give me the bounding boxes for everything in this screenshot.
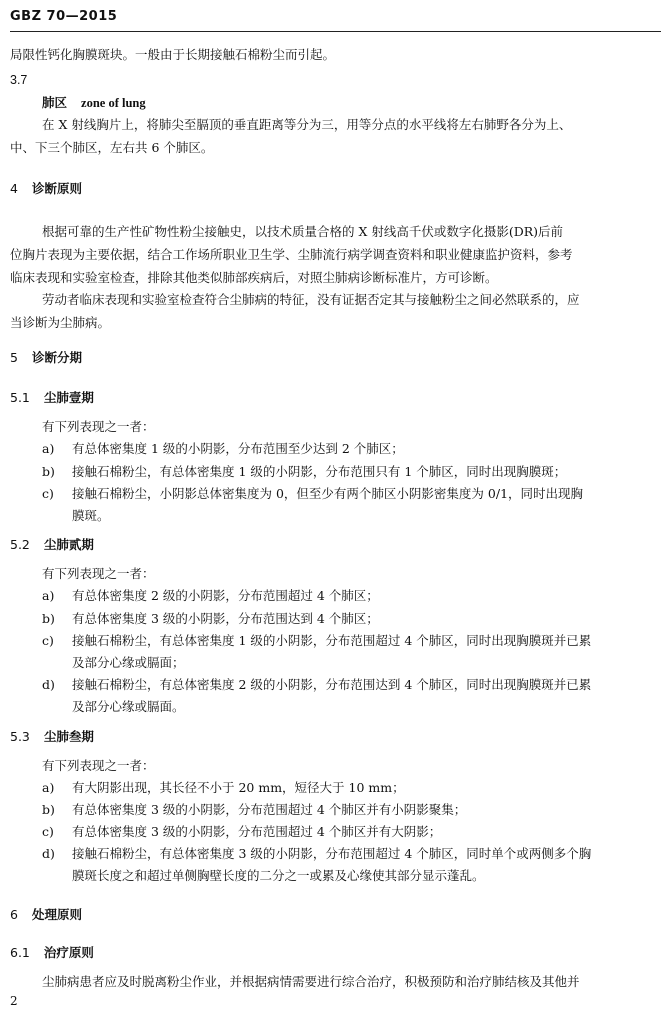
- subsection-number: 5.1: [10, 390, 30, 405]
- section-title: 诊断分期: [31, 350, 82, 365]
- list-item: 有总体密集度 3 级的小阴影，分布范围达到 4 个肺区；: [72, 611, 379, 626]
- section-heading-4: [10, 181, 82, 197]
- term-zone-of-lung: [42, 95, 146, 111]
- section-number: 4: [10, 181, 18, 196]
- subsection-number: 5.2: [10, 537, 30, 552]
- list-lead: 有下列表现之一者：: [42, 566, 155, 581]
- clause-3-7-line: 中、下三个肺区，左右共 6 个肺区。: [10, 140, 214, 155]
- list-item: 接触石棉粉尘，有总体密集度 2 级的小阴影，分布范围达到 4 个肺区，同时出现胸膜斑并已累: [72, 677, 592, 692]
- list-label: c): [42, 633, 54, 648]
- intro-line: 局限性钙化胸膜斑块。一般由于长期接触石棉粉尘而引起。: [10, 47, 336, 62]
- list-label: b): [42, 802, 55, 817]
- subsection-number: 6.1: [10, 945, 30, 960]
- standard-code: GBZ 70—2015: [10, 9, 118, 24]
- list-label: c): [42, 824, 54, 839]
- section-number: 5: [10, 350, 18, 365]
- subsection-title: 尘肺壹期: [43, 390, 94, 405]
- list-item: 有总体密集度 1 级的小阴影，分布范围至少达到 2 个肺区；: [72, 441, 404, 456]
- list-label: d): [42, 846, 55, 861]
- list-item: 有总体密集度 3 级的小阴影，分布范围超过 4 个肺区并有小阴影聚集；: [72, 802, 467, 817]
- subsection-heading-5-1: [10, 390, 94, 406]
- term-english: zone of lung: [81, 96, 146, 110]
- list-item-cont: 膜斑。: [72, 508, 110, 523]
- subsection-title: 尘肺叁期: [43, 729, 94, 744]
- list-lead: 有下列表现之一者：: [42, 419, 155, 434]
- clause-3-7-line: 在 X 射线胸片上，将肺尖至膈顶的垂直距离等分为三，用等分点的水平线将左右肺野各分为上、: [42, 117, 572, 132]
- term-chinese: 肺区: [42, 95, 68, 110]
- subsection-number: 5.3: [10, 729, 30, 744]
- list-lead: 有下列表现之一者：: [42, 758, 155, 773]
- section-4-line: 临床表现和实验室检查，排除其他类似肺部疾病后，对照尘肺病诊断标准片，方可诊断。: [10, 270, 498, 285]
- list-item-cont: 及部分心缘或膈面；: [72, 655, 185, 670]
- list-item-cont: 及部分心缘或膈面。: [72, 699, 185, 714]
- list-label: a): [42, 780, 55, 795]
- page-number: 2: [10, 994, 18, 1008]
- list-label: b): [42, 464, 55, 479]
- section-4-line: 根据可靠的生产性矿物性粉尘接触史，以技术质量合格的 X 射线高千伏或数字化摄影(DR)后前: [42, 224, 564, 239]
- list-item: 有总体密集度 3 级的小阴影，分布范围超过 4 个肺区并有大阴影；: [72, 824, 442, 839]
- header-rule: [10, 31, 661, 32]
- subsection-heading-6-1: [10, 945, 94, 961]
- section-4-line: 位胸片表现为主要依据，结合工作场所职业卫生学、尘肺流行病学调查资料和职业健康监护资料，参考: [10, 247, 573, 262]
- section-heading-5: [10, 350, 82, 366]
- subsection-title: 尘肺贰期: [43, 537, 94, 552]
- section-number: 6: [10, 907, 18, 922]
- subsection-heading-5-2: [10, 537, 94, 553]
- section-title: 诊断原则: [31, 181, 82, 196]
- list-label: a): [42, 441, 55, 456]
- section-title: 处理原则: [31, 907, 82, 922]
- section-4-line: 劳动者临床表现和实验室检查符合尘肺病的特征，没有证据否定其与接触粉尘之间必然联系的，应: [42, 292, 580, 307]
- list-label: c): [42, 486, 54, 501]
- list-label: d): [42, 677, 55, 692]
- clause-6-1-line: 尘肺病患者应及时脱离粉尘作业，并根据病情需要进行综合治疗，积极预防和治疗肺结核及其他并: [42, 974, 580, 989]
- clause-number-3-7: 3.7: [10, 73, 28, 87]
- list-item: 接触石棉粉尘，有总体密集度 3 级的小阴影，分布范围超过 4 个肺区，同时单个或两侧多个胸: [72, 846, 592, 861]
- list-item: 接触石棉粉尘，有总体密集度 1 级的小阴影，分布范围超过 4 个肺区，同时出现胸膜斑并已累: [72, 633, 592, 648]
- list-item: 接触石棉粉尘，有总体密集度 1 级的小阴影，分布范围只有 1 个肺区，同时出现胸膜斑；: [72, 464, 567, 479]
- subsection-title: 治疗原则: [43, 945, 94, 960]
- list-item: 有总体密集度 2 级的小阴影，分布范围超过 4 个肺区；: [72, 588, 379, 603]
- list-item: 接触石棉粉尘，小阴影总体密集度为 0，但至少有两个肺区小阴影密集度为 0/1，同时出现胸: [72, 486, 584, 501]
- section-4-line: 当诊断为尘肺病。: [10, 315, 111, 330]
- subsection-heading-5-3: [10, 729, 94, 745]
- list-label: b): [42, 611, 55, 626]
- list-item: 有大阴影出现，其长径不小于 20 mm，短径大于 10 mm；: [72, 780, 405, 795]
- list-item-cont: 膜斑长度之和超过单侧胸壁长度的二分之一或累及心缘使其部分显示蓬乱。: [72, 868, 485, 883]
- section-heading-6: [10, 907, 82, 923]
- list-label: a): [42, 588, 55, 603]
